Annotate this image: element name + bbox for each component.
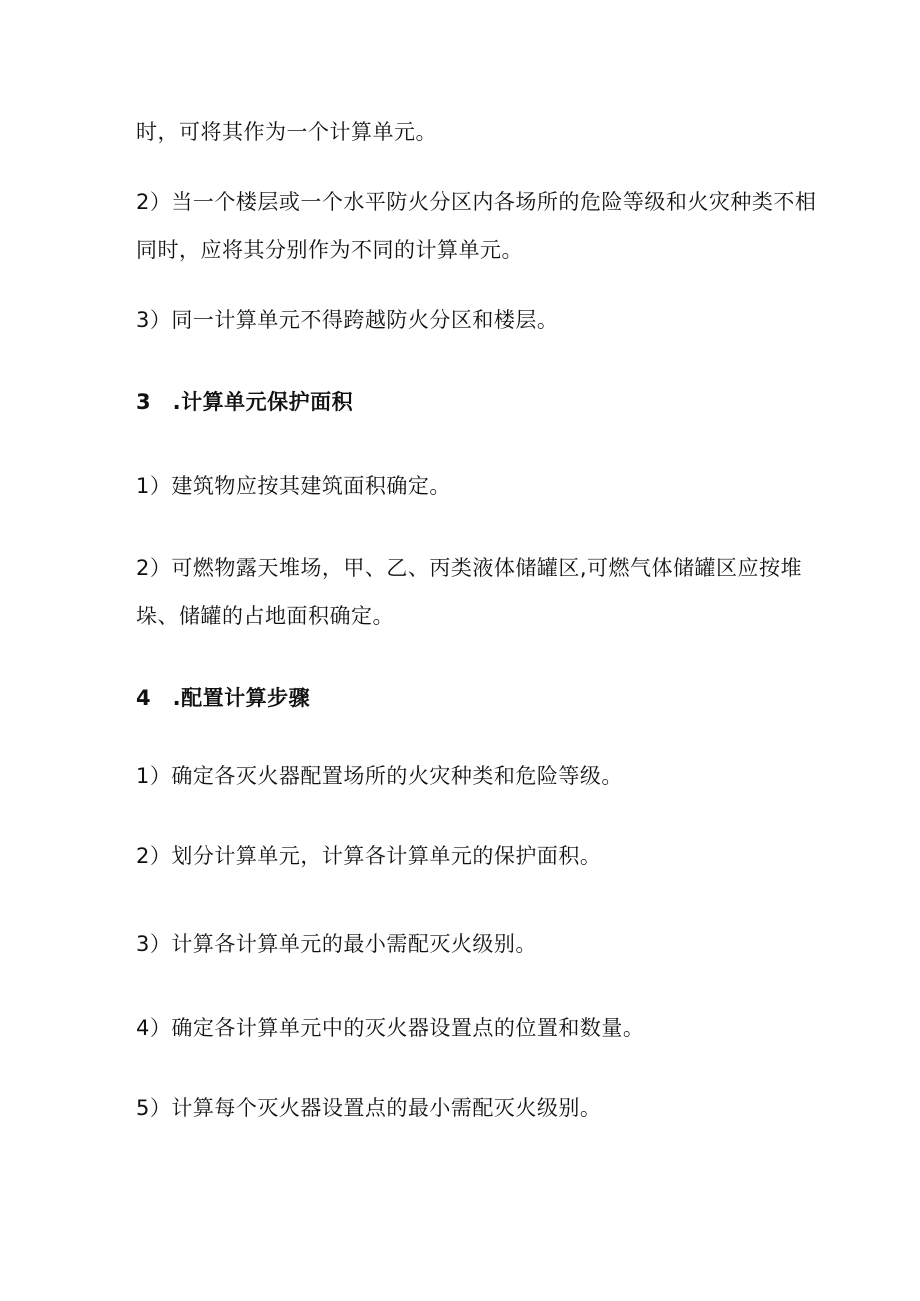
list-item-2-line-1: 2）当一个楼层或一个水平防火分区内各场所的危险等级和火灾种类不相 [136,190,817,214]
section-3-item-2-line-1: 2）可燃物露天堆场，甲、乙、丙类液体储罐区,可燃气体储罐区应按堆 [136,556,803,580]
section-4-item-5: 5）计算每个灭火器设置点的最小需配灭火级别。 [136,1096,602,1120]
list-item-2-line-2: 同时，应将其分别作为不同的计算单元。 [136,238,523,262]
section-4-item-4: 4）确定各计算单元中的灭火器设置点的位置和数量。 [136,1016,645,1040]
section-3-item-1: 1）建筑物应按其建筑面积确定。 [136,474,451,498]
section-4-item-3: 3）计算各计算单元的最小需配灭火级别。 [136,932,537,956]
section-4-item-1: 1）确定各灭火器配置场所的火灾种类和危险等级。 [136,764,623,788]
list-item-3: 3）同一计算单元不得跨越防火分区和楼层。 [136,308,559,332]
section-heading-4: 4 .配置计算步骤 [136,686,311,710]
section-3-item-2-line-2: 垛、储罐的占地面积确定。 [136,604,394,628]
paragraph-continuation: 时，可将其作为一个计算单元。 [136,120,437,144]
section-4-item-2: 2）划分计算单元，计算各计算单元的保护面积。 [136,844,602,868]
section-heading-3: 3 .计算单元保护面积 [136,390,354,414]
